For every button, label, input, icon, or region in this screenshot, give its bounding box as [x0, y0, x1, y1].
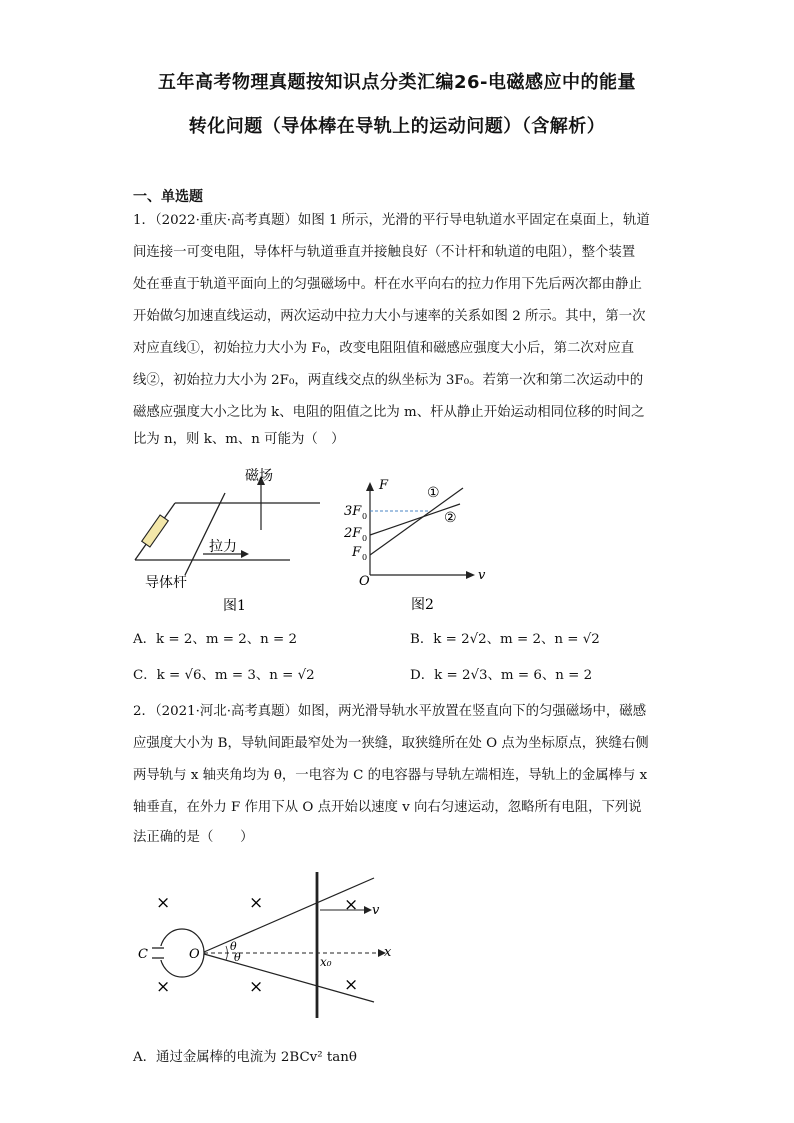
q1-line: 对应直线①，初始拉力大小为 F₀，改变电阻阻值和磁感应强度大小后，第二次对应直: [133, 341, 634, 356]
y-axis-label: F: [379, 478, 389, 493]
figure-1-caption: 图1: [223, 598, 246, 614]
figure-1-rail-diagram: [125, 460, 330, 615]
q1-option-b[interactable]: B．k = 2√2、m = 2、n = √2: [410, 632, 600, 647]
field-cross: ×: [249, 893, 264, 913]
figure-2-force-velocity-graph: [335, 475, 495, 615]
field-cross: ×: [249, 977, 264, 997]
tick-F0-sub: 0: [362, 553, 368, 562]
x0-label: x₀: [320, 955, 332, 969]
q1-line: 开始做匀加速直线运动，两次运动中拉力大小与速率的关系如图 2 所示。其中，第一次: [133, 309, 646, 324]
page-title-line2: 转化问题（导体棒在导轨上的运动问题）（含解析）: [188, 116, 606, 137]
field-cross: ×: [156, 893, 171, 913]
theta-label-upper: θ: [230, 940, 237, 953]
theta-label-lower: θ: [234, 951, 241, 964]
force-label: 拉力: [209, 539, 237, 555]
q1-line: 间连接一可变电阻，导体杆与轨道垂直并接触良好（不计杆和轨道的电阻），整个装置: [133, 245, 636, 260]
x-axis-label: x: [384, 945, 392, 960]
field-cross: ×: [344, 895, 359, 915]
tick-2F0: 2F: [344, 526, 362, 541]
tick-2F0-sub: 0: [362, 534, 368, 543]
tick-F0: F: [352, 545, 362, 560]
q1-option-a[interactable]: A．k = 2、m = 2、n = 2: [133, 632, 298, 647]
q1-line: 线②，初始拉力大小为 2F₀，两直线交点的纵坐标为 3F₀。若第一次和第二次运动中的: [133, 373, 644, 388]
q2-line: 法正确的是（ ）: [133, 830, 254, 845]
field-cross: ×: [344, 975, 359, 995]
q1-line: 1．（2022·重庆·高考真题）如图 1 所示，光滑的平行导电轨道水平固定在桌面上，轨道: [133, 213, 650, 228]
line-2-label: ②: [444, 510, 457, 526]
resistor-icon: [142, 515, 169, 547]
velocity-label: v: [372, 903, 380, 918]
origin-label: O: [359, 574, 370, 589]
rod-label: 导体杆: [145, 575, 187, 591]
origin-label: O: [189, 947, 200, 962]
page-title-line1: 五年高考物理真题按知识点分类汇编26-电磁感应中的能量: [157, 72, 637, 93]
capacitor-label: C: [138, 947, 148, 962]
q1-line: 比为 n，则 k、m、n 可能为（ ）: [133, 432, 345, 447]
q1-line: 磁感应强度大小之比为 k、电阻的阻值之比为 m、杆从静止开始运动相同位移的时间之: [133, 405, 645, 420]
q1-option-d[interactable]: D．k = 2√3、m = 6、n = 2: [410, 668, 593, 683]
figure-2-caption: 图2: [411, 597, 434, 613]
figure-q2-capacitor-rails: [130, 868, 400, 1018]
tick-3F0: 3F: [344, 504, 362, 519]
field-cross: ×: [156, 977, 171, 997]
section-heading: 一、单选题: [133, 189, 203, 205]
q2-line: 轴垂直，在外力 F 作用下从 O 点开始以速度 v 向右匀速运动，忽略所有电阻，下列说: [133, 800, 642, 815]
q1-option-c[interactable]: C．k = √6、m = 3、n = √2: [133, 668, 315, 683]
field-label: 磁场: [245, 468, 273, 484]
q2-line: 应强度大小为 B，导轨间距最窄处为一狭缝，取狭缝所在处 O 点为坐标原点，狭缝右侧: [133, 736, 649, 751]
tick-3F0-sub: 0: [362, 512, 368, 521]
q1-line: 处在垂直于轨道平面向上的匀强磁场中。杆在水平向右的拉力作用下先后两次都由静止: [133, 277, 642, 292]
q2-option-a[interactable]: A．通过金属棒的电流为 2BCv² tanθ: [133, 1050, 357, 1065]
line-1-label: ①: [427, 485, 440, 501]
q2-line: 两导轨与 x 轴夹角均为 θ，一电容为 C 的电容器与导轨左端相连，导轨上的金属棒与 x: [133, 768, 648, 783]
q2-line: 2．（2021·河北·高考真题）如图，两光滑导轨水平放置在竖直向下的匀强磁场中，磁感: [133, 704, 647, 719]
x-axis-label: v: [478, 568, 486, 583]
conductor-rod: [185, 493, 225, 575]
